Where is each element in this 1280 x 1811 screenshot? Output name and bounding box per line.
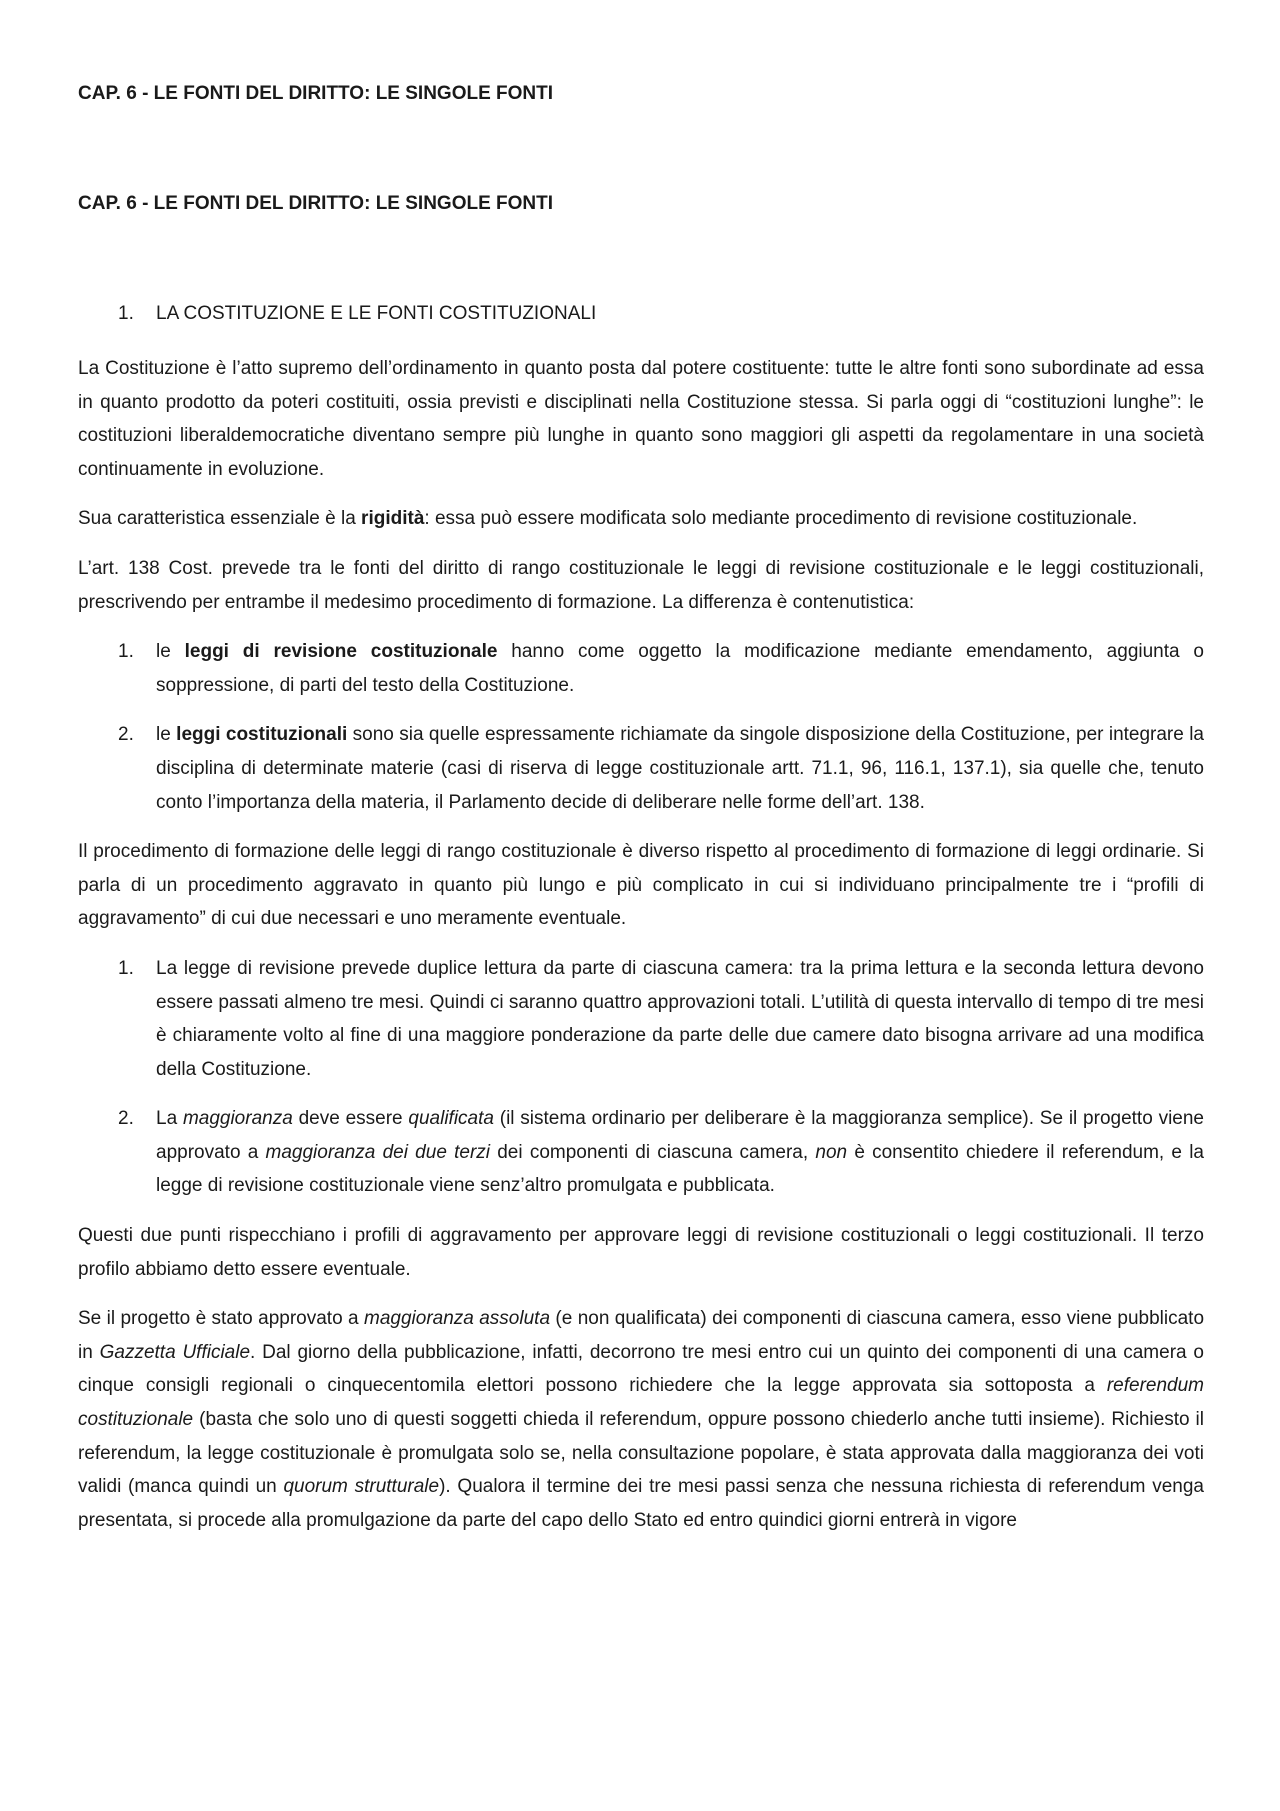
text-run: è consentito chiedere il referendum, e la legge di revisione costituzionale viene senz’altro promulgata e pubblicata. [156, 1141, 1204, 1197]
text-run: sono sia quelle espressamente richiamate da singole disposizione della Costituzione, per integrare la disciplina di determinate materie (casi di riserva di legge costituzionale artt. 71.1, 96, 116.1, 137.1), sia quelle che, tenuto conto l’importanza della materia, il Parlamento decide di deliberare nelle forme dell’art. 138. [156, 724, 1204, 813]
chapter-heading: CAP. 6 - LE FONTI DEL DIRITTO: LE SINGOLE FONTI [78, 83, 554, 104]
paragraph-3: L’art. 138 Cost. prevede tra le fonti del diritto di rango costituzionale le leggi di revisione costituzionale e le leggi costituzionali, prescrivendo per entrambe il medesimo procedimento di formazione. La differenza è contenutistica: [78, 557, 1204, 613]
paragraph-4: Il procedimento di formazione delle leggi di rango costituzionale è diverso rispetto al procedimento di formazione di leggi ordinarie. Si parla di un procedimento aggravato in quanto più lungo e più complicato in cui si individuano principalmente tre i “profili di aggravamento” di cui due necessari e uno meramente eventuale. [78, 841, 1204, 930]
bold-term: leggi di revisione costituzionale [184, 641, 498, 663]
italic-term: maggioranza [182, 1108, 293, 1130]
section-title [118, 302, 596, 326]
text-run: le [156, 641, 185, 663]
italic-term: maggioranza assoluta [364, 1308, 551, 1330]
list-item [78, 1102, 1204, 1203]
text-run: Se il progetto è stato approvato a [78, 1308, 364, 1330]
text-run: le [156, 724, 177, 746]
paragraph-2 [78, 502, 1204, 536]
list-item [78, 718, 1204, 819]
paragraph-1: La Costituzione è l’atto supremo dell’ordinamento in quanto posta dal potere costituente: tutte le altre fonti sono subordinate ad essa in quanto prodotto da poteri costituiti, ossia previsti e disciplinati nella Costituzione stessa. Si parla oggi di “costituzioni lunghe”: le costituzioni liberaldemocratiche diventano sempre più lunghe in quanto sono maggiori gli aspetti da regolamentare in una società continuamente in evoluzione. [78, 358, 1204, 480]
text-run: (basta che solo uno di questi soggetti chieda il referendum, oppure possono chiederlo anche tutti insieme). Richiesto il referendum, la legge costituzionale è promulgata solo se, nella consultazione popolare, è stata approvata dalla maggioranza dei voti validi (manca quindi un [78, 1409, 1204, 1498]
bold-term: leggi costituzionali [176, 724, 348, 746]
italic-term: non [815, 1141, 848, 1163]
text-run: La [156, 1108, 183, 1130]
list-item-number: 1. [118, 957, 134, 979]
section-title-text: LA COSTITUZIONE E LE FONTI COSTITUZIONALI [156, 303, 597, 324]
paragraph-5: Questi due punti rispecchiano i profili di aggravamento per approvare leggi di revisione costituzionali o leggi costituzionali. Il terzo profilo abbiamo detto essere eventuale. [78, 1225, 1204, 1280]
text-run: hanno come oggetto la modificazione mediante emendamento, aggiunta o soppressione, di parti del testo della Costituzione. [156, 641, 1204, 696]
text-run: La legge di revisione prevede duplice lettura da parte di ciascuna camera: tra la prima lettura e la seconda lettura devono essere passati almeno tre mesi. Quindi ci saranno quattro approvazioni totali. L’utilità di questa intervallo di tempo di tre mesi è chiaramente volto al fine di una maggiore ponderazione da parte delle due camere dato bisogna arrivare ad una modifica della Costituzione. [156, 957, 1204, 1080]
text-run: . Dal giorno della pubblicazione, infatti, decorrono tre mesi entro cui un quinto dei componenti di una camera o cinque consigli regionali o cinquecentomila elettori possono richiedere che la legge approvata sia sottoposta a [78, 1341, 1204, 1397]
italic-term: quorum strutturale [283, 1476, 440, 1498]
text-run: (il sistema ordinario per deliberare è la maggioranza semplice). Se il progetto viene approvato a [156, 1108, 1204, 1163]
list-aggravation-profiles [78, 952, 1204, 1203]
list-law-types [78, 635, 1204, 819]
italic-term: Gazzetta Ufficiale [99, 1341, 251, 1363]
section-number: 1. [118, 303, 134, 324]
list-item [78, 952, 1204, 1086]
text-run: deve essere [292, 1108, 409, 1130]
paragraph-6 [78, 1302, 1204, 1537]
list-item-number: 2. [118, 724, 134, 746]
text-run: Sua caratteristica essenziale è la [78, 508, 362, 530]
text-run: : essa può essere modificata solo mediante procedimento di revisione costituzionale. [424, 508, 1138, 530]
list-item-number: 1. [118, 641, 134, 663]
italic-term: qualificata [408, 1108, 494, 1130]
italic-term: maggioranza dei due terzi [265, 1141, 491, 1163]
list-item-number: 2. [118, 1108, 134, 1130]
text-run: ). Qualora il termine dei tre mesi passi senza che nessuna richiesta di referendum venga presentata, si procede alla promulgazione da parte del capo dello Stato ed entro quindici giorni entrerà in vigore [78, 1476, 1204, 1531]
text-run: dei componenti di ciascuna camera, [490, 1141, 816, 1163]
italic-term: referendum costituzionale [78, 1375, 1204, 1431]
text-run: (e non qualificata) dei componenti di ciascuna camera, esso viene pubblicato in [78, 1308, 1205, 1363]
list-item [78, 635, 1204, 702]
bold-term-rigidita: rigidità [361, 508, 425, 530]
body-text [78, 352, 1204, 1553]
chapter-heading-repeat: CAP. 6 - LE FONTI DEL DIRITTO: LE SINGOLE FONTI [78, 193, 554, 214]
